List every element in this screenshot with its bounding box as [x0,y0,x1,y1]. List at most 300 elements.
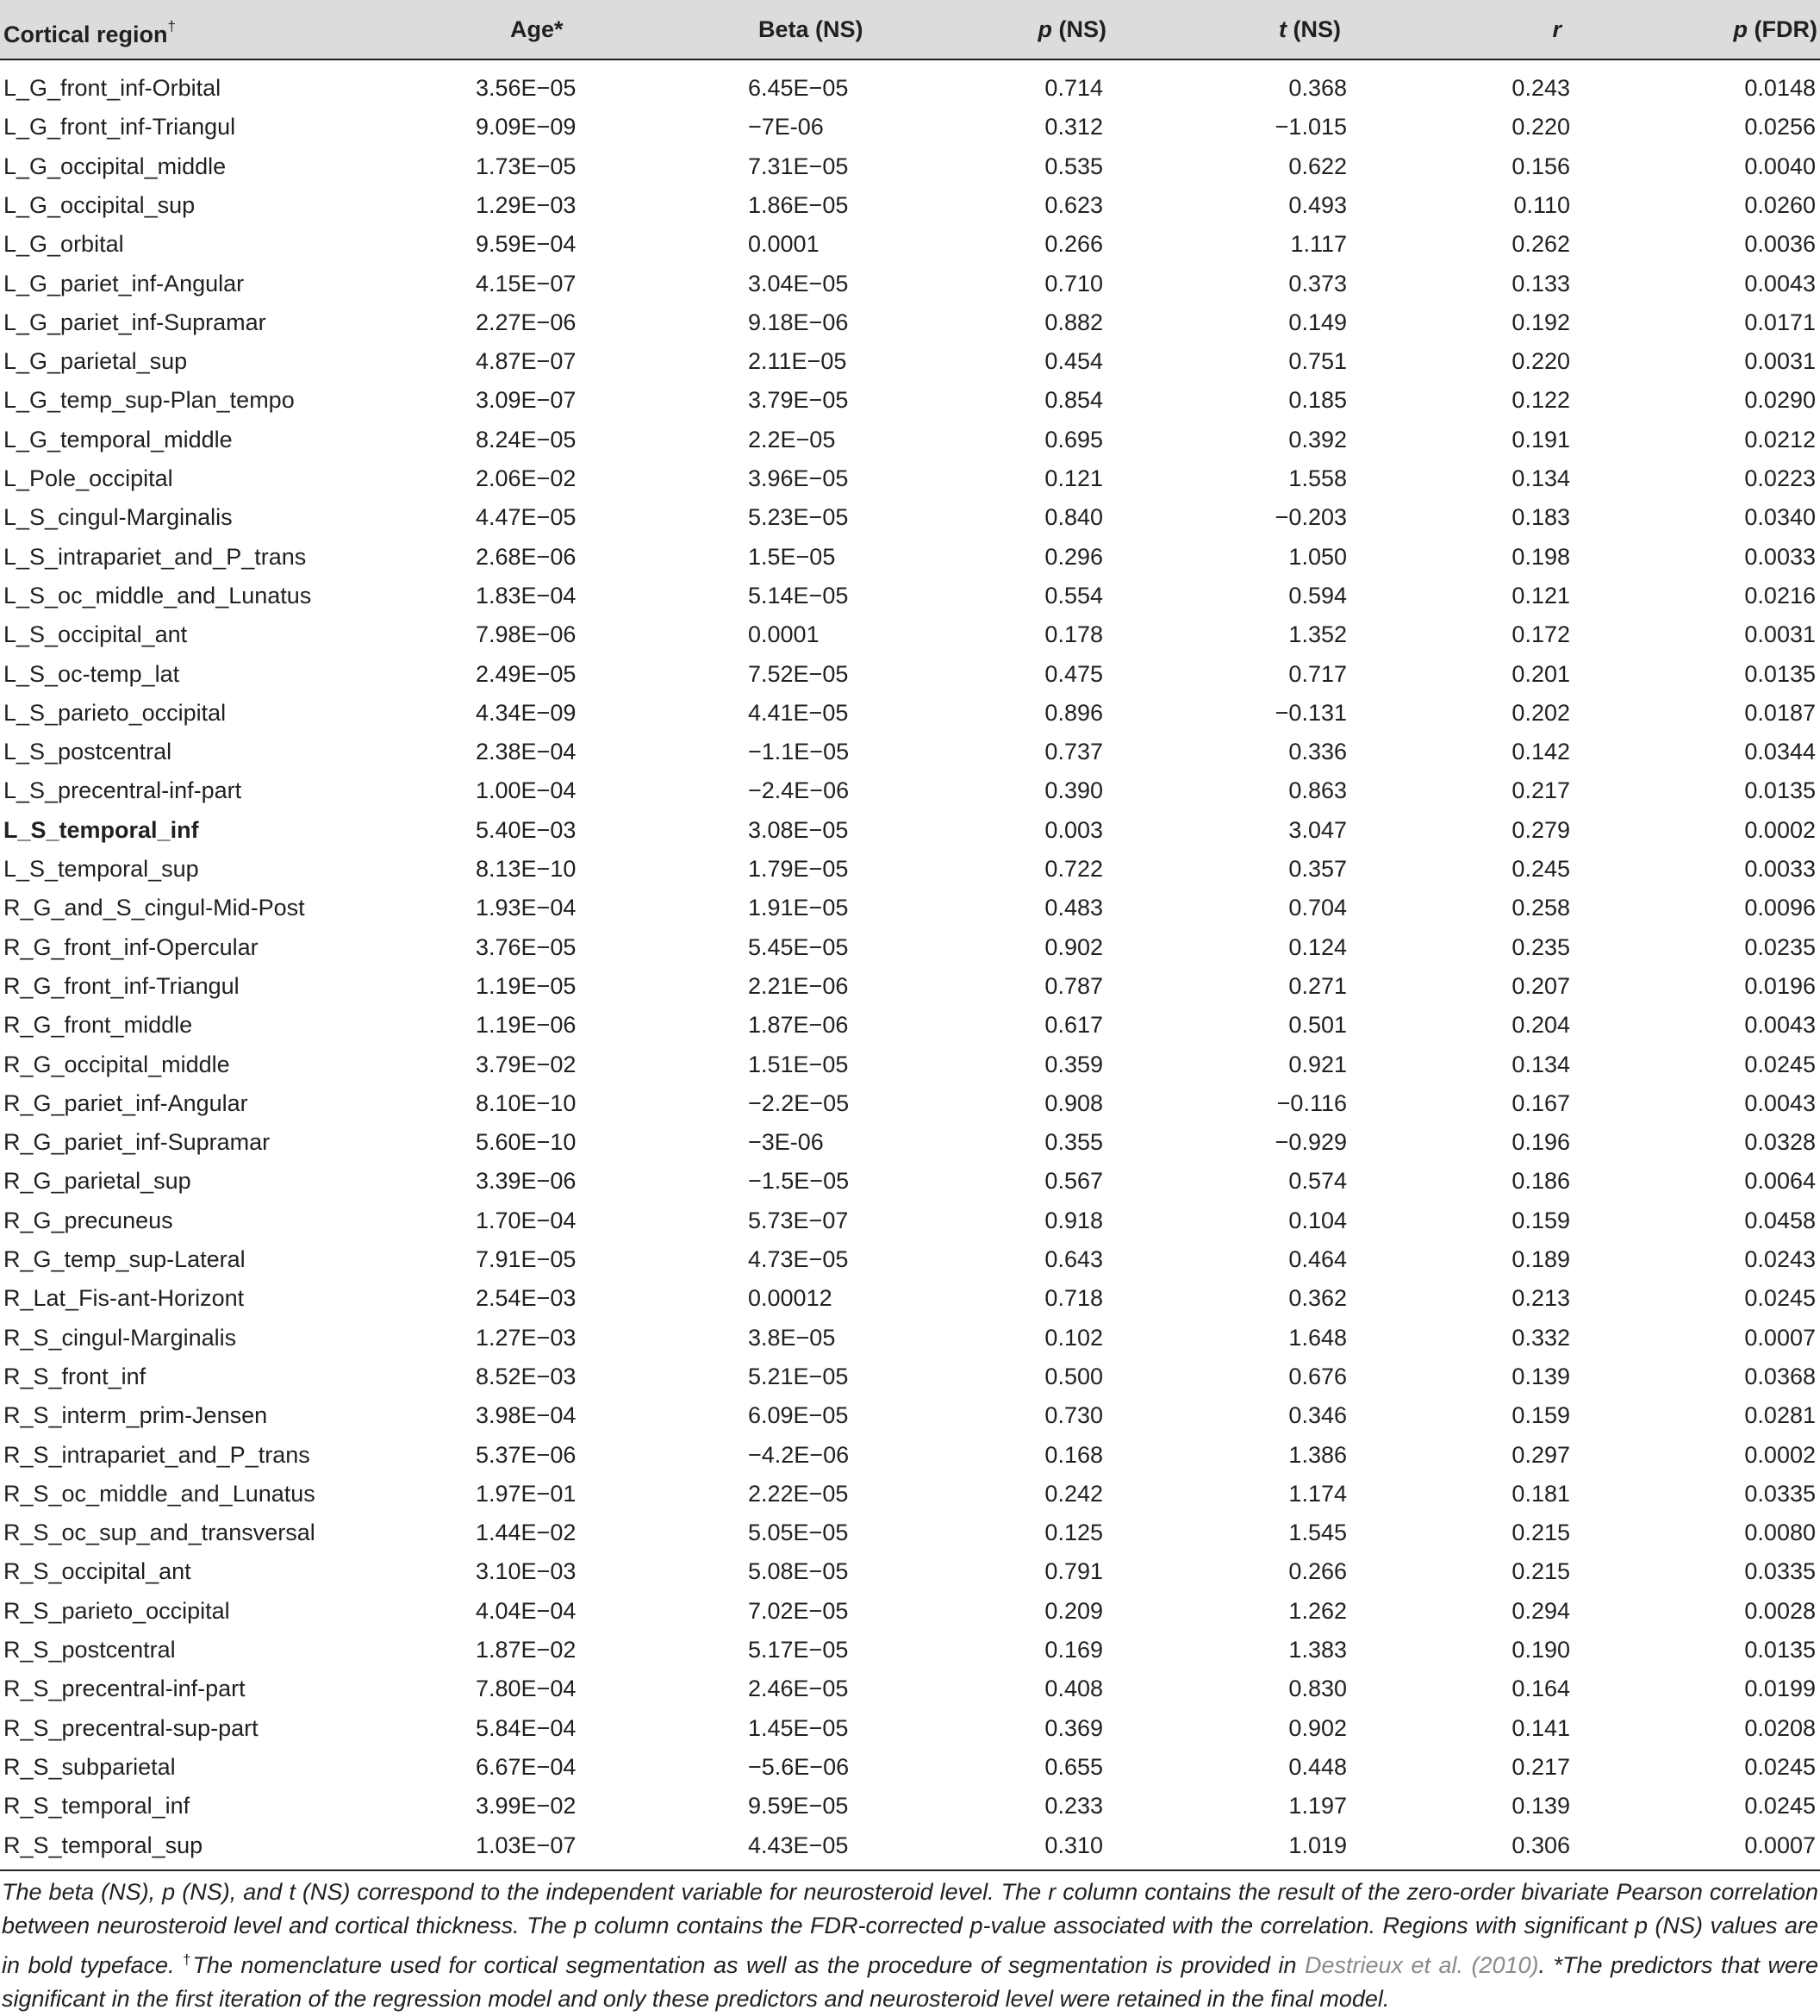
cell-t-ns: 0.464 [1288,1246,1347,1272]
table-row [0,1514,1820,1552]
cell-r: 0.159 [1511,1402,1570,1429]
table-row [0,1123,1820,1162]
cell-p-fdr: 0.0187 [1744,699,1816,726]
cell-p-fdr: 0.0223 [1744,465,1816,491]
cell-region: L_G_front_inf-Triangul [3,114,236,140]
cell-r: 0.189 [1511,1246,1570,1272]
cell-t-ns: 1.174 [1288,1480,1347,1507]
cell-p-ns: 0.310 [1044,1832,1103,1858]
cell-beta: 3.96E−05 [748,465,849,491]
cell-region: R_S_precentral-sup-part [3,1714,259,1741]
cell-r: 0.159 [1511,1207,1570,1233]
cell-region: L_S_oc_middle_and_Lunatus [3,582,312,609]
cell-r: 0.220 [1511,114,1570,140]
table-row [0,459,1820,498]
cell-p-ns: 0.390 [1044,777,1103,804]
cell-age: 4.47E−05 [476,504,577,531]
cell-t-ns: 1.050 [1288,543,1347,570]
cell-r: 0.262 [1511,231,1570,258]
cell-age: 2.49E−05 [476,660,577,687]
cell-t-ns: 1.019 [1288,1832,1347,1858]
cell-r: 0.172 [1511,621,1570,648]
cell-p-fdr: 0.0043 [1744,1089,1816,1116]
table-row [0,1358,1820,1396]
cell-p-fdr: 0.0171 [1744,309,1816,335]
cell-p-fdr: 0.0458 [1744,1207,1816,1233]
cell-p-ns: 0.918 [1044,1207,1103,1233]
cell-p-fdr: 0.0245 [1744,1285,1816,1312]
cell-p-fdr: 0.0064 [1744,1168,1816,1195]
cell-t-ns: 0.751 [1288,348,1347,375]
cell-region: L_G_parietal_sup [3,348,188,375]
cell-t-ns: 0.271 [1288,972,1347,999]
cell-age: 2.54E−03 [476,1285,577,1312]
table-row [0,889,1820,927]
cell-region: R_S_subparietal [3,1753,176,1780]
cell-t-ns: 0.124 [1288,933,1347,960]
cell-age: 1.27E−03 [476,1324,577,1351]
cell-p-ns: 0.710 [1044,270,1103,296]
cell-region: L_S_temporal_inf [3,816,199,843]
cell-p-ns: 0.882 [1044,309,1103,335]
cell-beta: 9.59E−05 [748,1793,849,1819]
cell-p-fdr: 0.0335 [1744,1558,1816,1585]
cell-p-fdr: 0.0208 [1744,1714,1816,1741]
cell-t-ns: 0.921 [1288,1051,1347,1077]
cell-region: R_S_parieto_occipital [3,1597,230,1624]
cell-p-ns: 0.408 [1044,1676,1103,1702]
cell-region: R_G_parietal_sup [3,1168,191,1195]
cell-t-ns: 0.373 [1288,270,1347,296]
cell-region: R_S_postcentral [3,1637,176,1663]
cell-age: 4.87E−07 [476,348,577,375]
header-beta: Beta (NS) [758,16,863,42]
cell-p-ns: 0.617 [1044,1012,1103,1039]
cell-p-fdr: 0.0245 [1744,1793,1816,1819]
cell-t-ns: 0.185 [1288,387,1347,414]
cell-beta: 2.21E−06 [748,972,849,999]
cell-beta: 2.2E−05 [748,426,836,453]
cell-age: 3.76E−05 [476,933,577,960]
cell-region: R_G_temp_sup-Lateral [3,1246,246,1272]
cell-age: 1.29E−03 [476,191,577,218]
cell-r: 0.181 [1511,1480,1570,1507]
cell-p-fdr: 0.0260 [1744,191,1816,218]
cell-age: 1.19E−05 [476,972,577,999]
cell-age: 7.80E−04 [476,1676,577,1702]
cell-p-ns: 0.355 [1044,1129,1103,1156]
table-row [0,1475,1820,1514]
cell-p-ns: 0.854 [1044,387,1103,414]
cell-p-ns: 0.791 [1044,1558,1103,1585]
cell-r: 0.122 [1511,387,1570,414]
table-row [0,1748,1820,1787]
cell-region: R_G_precuneus [3,1207,173,1233]
cell-t-ns: 0.594 [1288,582,1347,609]
cell-t-ns: 3.047 [1288,816,1347,843]
cell-p-fdr: 0.0344 [1744,739,1816,765]
cell-beta: 6.09E−05 [748,1402,849,1429]
table-row [0,655,1820,694]
cell-region: R_G_front_inf-Opercular [3,933,259,960]
cell-beta: 1.5E−05 [748,543,836,570]
cell-r: 0.201 [1511,660,1570,687]
cell-r: 0.134 [1511,1051,1570,1077]
cell-p-fdr: 0.0256 [1744,114,1816,140]
cell-r: 0.258 [1511,895,1570,921]
cell-r: 0.139 [1511,1793,1570,1819]
cell-p-ns: 0.296 [1044,543,1103,570]
cell-beta: −1.1E−05 [748,739,850,765]
cell-age: 2.38E−04 [476,739,577,765]
header-rule [0,59,1820,60]
cell-beta: 3.8E−05 [748,1324,836,1351]
cell-t-ns: −0.131 [1275,699,1347,726]
cell-age: 1.97E−01 [476,1480,577,1507]
cell-p-fdr: 0.0235 [1744,933,1816,960]
cell-region: L_G_occipital_middle [3,153,227,179]
cell-t-ns: 0.574 [1288,1168,1347,1195]
cell-r: 0.243 [1511,75,1570,101]
cell-p-fdr: 0.0245 [1744,1753,1816,1780]
cell-p-ns: 0.369 [1044,1714,1103,1741]
table-row [0,186,1820,225]
cell-t-ns: 1.117 [1290,231,1347,258]
table-row [0,1631,1820,1670]
cell-p-ns: 0.125 [1044,1520,1103,1546]
cell-t-ns: −0.929 [1275,1129,1347,1156]
cell-region: R_G_pariet_inf-Supramar [3,1129,271,1156]
cell-p-ns: 0.266 [1044,231,1103,258]
header-p-fdr: p (FDR) [1733,16,1817,42]
cell-t-ns: 0.392 [1288,426,1347,453]
cell-p-ns: 0.209 [1044,1597,1103,1624]
cell-p-fdr: 0.0212 [1744,426,1816,453]
cell-r: 0.110 [1513,191,1570,218]
cell-beta: 5.23E−05 [748,504,849,531]
cell-age: 1.00E−04 [476,777,577,804]
table-row [0,811,1820,850]
table-row [0,928,1820,967]
cell-r: 0.183 [1511,504,1570,531]
cell-p-fdr: 0.0043 [1744,270,1816,296]
cell-age: 5.84E−04 [476,1714,577,1741]
cell-age: 1.44E−02 [476,1520,577,1546]
cell-t-ns: 0.830 [1288,1676,1347,1702]
cell-region: R_G_pariet_inf-Angular [3,1089,248,1116]
header-t-ns: t (NS) [1279,16,1341,42]
cell-p-ns: 0.655 [1044,1753,1103,1780]
cell-p-ns: 0.169 [1044,1637,1103,1663]
table-row [0,69,1820,108]
cell-beta: 1.91E−05 [748,895,849,921]
cell-t-ns: 0.368 [1288,75,1347,101]
cell-r: 0.297 [1511,1441,1570,1468]
cell-beta: −5.6E−06 [748,1753,850,1780]
cell-age: 3.79E−02 [476,1051,577,1077]
cell-beta: 5.17E−05 [748,1637,849,1663]
cell-age: 3.98E−04 [476,1402,577,1429]
cell-t-ns: 0.676 [1288,1363,1347,1389]
table-row [0,1552,1820,1591]
cell-t-ns: 0.448 [1288,1753,1347,1780]
table-row [0,615,1820,654]
cell-beta: 2.46E−05 [748,1676,849,1702]
cell-r: 0.215 [1511,1558,1570,1585]
cell-r: 0.133 [1511,270,1570,296]
cell-t-ns: −1.015 [1275,114,1347,140]
cell-p-fdr: 0.0135 [1744,777,1816,804]
cell-t-ns: 1.383 [1288,1637,1347,1663]
cell-p-ns: 0.896 [1044,699,1103,726]
cell-t-ns: 0.501 [1288,1012,1347,1039]
cell-p-ns: 0.121 [1044,465,1103,491]
table-row [0,1084,1820,1123]
cell-age: 2.06E−02 [476,465,577,491]
cell-r: 0.213 [1511,1285,1570,1312]
cell-region: R_G_occipital_middle [3,1051,230,1077]
cell-beta: 0.0001 [748,621,820,648]
cell-beta: 2.22E−05 [748,1480,849,1507]
cell-t-ns: 0.902 [1288,1714,1347,1741]
cell-region: R_S_cingul-Marginalis [3,1324,237,1351]
cell-region: R_G_and_S_cingul-Mid-Post [3,895,305,921]
table-bottom-rule [0,1869,1820,1871]
cell-region: L_G_orbital [3,231,124,258]
cell-t-ns: 0.346 [1288,1402,1347,1429]
cell-t-ns: −0.203 [1275,504,1347,531]
cell-beta: −4.2E−06 [748,1441,850,1468]
cell-region: L_S_intrapariet_and_P_trans [3,543,307,570]
cell-r: 0.207 [1511,972,1570,999]
cell-region: L_G_temporal_middle [3,426,233,453]
cell-p-fdr: 0.0290 [1744,387,1816,414]
cell-t-ns: 0.336 [1288,739,1347,765]
cell-region: L_S_postcentral [3,739,172,765]
cell-r: 0.217 [1511,1753,1570,1780]
cell-r: 0.235 [1511,933,1570,960]
cell-region: L_S_oc-temp_lat [3,660,180,687]
cell-r: 0.196 [1511,1129,1570,1156]
cell-age: 3.10E−03 [476,1558,577,1585]
cell-age: 4.15E−07 [476,270,577,296]
cell-age: 4.04E−04 [476,1597,577,1624]
cell-p-ns: 0.535 [1044,153,1103,179]
cell-p-ns: 0.718 [1044,1285,1103,1312]
cell-r: 0.139 [1511,1363,1570,1389]
cell-p-ns: 0.359 [1044,1051,1103,1077]
cell-beta: −2.4E−06 [748,777,850,804]
cell-age: 5.37E−06 [476,1441,577,1468]
footnote-text-2: The nomenclature used for cortical segmentation as well as the procedure of segmentation is provided in [192,1952,1305,1978]
cell-t-ns: 1.545 [1288,1520,1347,1546]
cell-p-fdr: 0.0080 [1744,1520,1816,1546]
cell-p-ns: 0.312 [1044,114,1103,140]
cell-p-ns: 0.233 [1044,1793,1103,1819]
cell-beta: 3.04E−05 [748,270,849,296]
table-row [0,225,1820,264]
cell-age: 1.70E−04 [476,1207,577,1233]
cell-p-fdr: 0.0043 [1744,1012,1816,1039]
cell-r: 0.192 [1511,309,1570,335]
table-row [0,694,1820,733]
cell-t-ns: 1.262 [1288,1597,1347,1624]
cell-p-fdr: 0.0368 [1744,1363,1816,1389]
cell-age: 2.27E−06 [476,309,577,335]
cell-r: 0.134 [1511,465,1570,491]
table-row [0,1670,1820,1708]
cell-p-fdr: 0.0243 [1744,1246,1816,1272]
cell-beta: −1.5E−05 [748,1168,850,1195]
header-p-ns: p (NS) [1038,16,1106,42]
table-row [0,1006,1820,1045]
cell-beta: 1.45E−05 [748,1714,849,1741]
table-footnote [2,1876,1818,2016]
table-row [0,108,1820,147]
cell-p-ns: 0.003 [1044,816,1103,843]
table-row [0,1436,1820,1475]
cell-age: 2.68E−06 [476,543,577,570]
cell-beta: −2.2E−05 [748,1089,850,1116]
cell-r: 0.190 [1511,1637,1570,1663]
cell-region: R_G_front_inf-Triangul [3,972,240,999]
cell-beta: 7.52E−05 [748,660,849,687]
cell-beta: 1.51E−05 [748,1051,849,1077]
cell-region: L_S_temporal_sup [3,856,199,882]
cell-p-fdr: 0.0135 [1744,660,1816,687]
cell-p-ns: 0.695 [1044,426,1103,453]
cell-t-ns: 0.357 [1288,856,1347,882]
cell-t-ns: 0.266 [1288,1558,1347,1585]
cell-r: 0.141 [1511,1714,1570,1741]
cell-beta: −3E-06 [748,1129,824,1156]
cell-age: 1.73E−05 [476,153,577,179]
cell-r: 0.191 [1511,426,1570,453]
cell-beta: 3.08E−05 [748,816,849,843]
cell-beta: 4.73E−05 [748,1246,849,1272]
cell-t-ns: 1.386 [1288,1441,1347,1468]
table-row [0,421,1820,459]
cell-p-fdr: 0.0199 [1744,1676,1816,1702]
cell-p-fdr: 0.0196 [1744,972,1816,999]
cell-region: R_S_interm_prim-Jensen [3,1402,268,1429]
table-row [0,381,1820,420]
cell-t-ns: 0.717 [1288,660,1347,687]
cell-p-fdr: 0.0335 [1744,1480,1816,1507]
table-row [0,1826,1820,1865]
cell-p-fdr: 0.0148 [1744,75,1816,101]
cell-p-ns: 0.902 [1044,933,1103,960]
cell-p-ns: 0.722 [1044,856,1103,882]
header-r: r [1552,16,1561,42]
cell-p-fdr: 0.0135 [1744,1637,1816,1663]
cell-beta: 4.43E−05 [748,1832,849,1858]
cell-p-ns: 0.242 [1044,1480,1103,1507]
cell-beta: 5.73E−07 [748,1207,849,1233]
table-row [0,1201,1820,1240]
cell-age: 1.19E−06 [476,1012,577,1039]
cell-age: 8.52E−03 [476,1363,577,1389]
cell-t-ns: 1.197 [1288,1793,1347,1819]
cell-beta: 5.08E−05 [748,1558,849,1585]
cell-p-fdr: 0.0007 [1744,1832,1816,1858]
cell-p-fdr: 0.0216 [1744,582,1816,609]
cell-region: R_S_occipital_ant [3,1558,191,1585]
cell-p-ns: 0.554 [1044,582,1103,609]
cell-region: L_S_cingul-Marginalis [3,504,233,531]
cell-p-fdr: 0.0281 [1744,1402,1816,1429]
cell-t-ns: 0.704 [1288,895,1347,921]
cell-region: L_Pole_occipital [3,465,173,491]
cell-beta: 1.86E−05 [748,191,849,218]
table-row [0,733,1820,771]
cell-t-ns: 1.352 [1288,621,1347,648]
cell-r: 0.204 [1511,1012,1570,1039]
cell-region: R_S_oc_sup_and_transversal [3,1520,315,1546]
cell-region: L_G_pariet_inf-Supramar [3,309,266,335]
cell-r: 0.215 [1511,1520,1570,1546]
cell-p-fdr: 0.0040 [1744,153,1816,179]
cell-beta: 7.31E−05 [748,153,849,179]
cell-age: 3.09E−07 [476,387,577,414]
cell-r: 0.202 [1511,699,1570,726]
cell-p-ns: 0.500 [1044,1363,1103,1389]
cell-r: 0.186 [1511,1168,1570,1195]
cell-beta: 9.18E−06 [748,309,849,335]
cell-age: 1.03E−07 [476,1832,577,1858]
cell-region: L_G_temp_sup-Plan_tempo [3,387,295,414]
cell-r: 0.121 [1511,582,1570,609]
cell-p-ns: 0.567 [1044,1168,1103,1195]
cell-region: L_G_occipital_sup [3,191,196,218]
cell-age: 1.93E−04 [476,895,577,921]
header-age: Age* [510,16,564,42]
cell-p-fdr: 0.0033 [1744,543,1816,570]
cell-t-ns: 0.362 [1288,1285,1347,1312]
cell-p-fdr: 0.0096 [1744,895,1816,921]
footnote-text: The beta (NS), p (NS), and t (NS) correspond to the independent variable for neurosteroid level. The r column contains the result of the zero-order bivariate Pearson correlation between neurosteroid level and cortical thickness. The p column contains the FDR-corrected p-value associated with the correlation. Regions with significant p (NS) values are in bold typeface. [2,1879,1818,1978]
cell-beta: 7.02E−05 [748,1597,849,1624]
cell-age: 3.99E−02 [476,1793,577,1819]
cell-region: R_Lat_Fis-ant-Horizont [3,1285,245,1312]
cell-r: 0.245 [1511,856,1570,882]
table-row [0,538,1820,577]
cell-region: R_S_intrapariet_and_P_trans [3,1441,310,1468]
table-row [0,1240,1820,1279]
cell-beta: 0.0001 [748,231,820,258]
cell-p-fdr: 0.0036 [1744,231,1816,258]
cell-region: L_G_front_inf-Orbital [3,75,221,101]
cell-age: 1.87E−02 [476,1637,577,1663]
cell-age: 9.59E−04 [476,231,577,258]
cell-p-fdr: 0.0245 [1744,1051,1816,1077]
cell-age: 3.39E−06 [476,1168,577,1195]
cell-p-ns: 0.178 [1044,621,1103,648]
table-row [0,342,1820,381]
cell-beta: 3.79E−05 [748,387,849,414]
cell-beta: 5.21E−05 [748,1363,849,1389]
cell-age: 6.67E−04 [476,1753,577,1780]
cell-t-ns: 0.863 [1288,777,1347,804]
table-row [0,265,1820,303]
cell-region: R_G_front_middle [3,1012,193,1039]
cell-region: R_S_temporal_inf [3,1793,190,1819]
table-row [0,967,1820,1006]
cell-r: 0.220 [1511,348,1570,375]
cell-p-fdr: 0.0007 [1744,1324,1816,1351]
citation-link[interactable]: Destrieux et al. (2010) [1304,1952,1539,1978]
cell-p-ns: 0.454 [1044,348,1103,375]
